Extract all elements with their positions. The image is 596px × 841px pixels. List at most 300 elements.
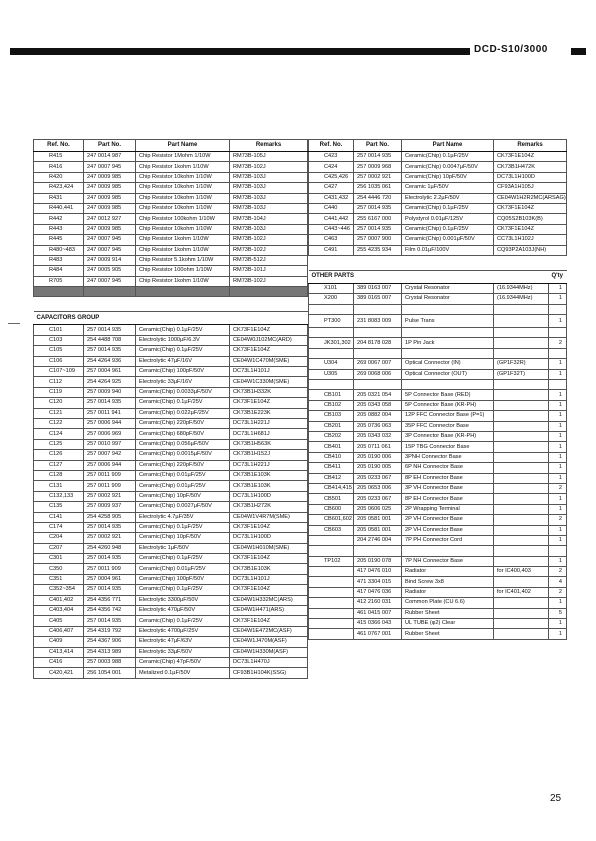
table-row	[34, 647, 308, 657]
ref-no-cell: C441,442	[309, 214, 354, 224]
ref-no-cell: CB601,602	[309, 515, 354, 525]
table-row	[34, 245, 308, 255]
ref-no-cell: CB410	[309, 452, 354, 462]
part-name-cell: Ceramic 1µF/50V	[402, 183, 494, 193]
remarks-cell: CK73F1E104Z	[230, 616, 308, 626]
table-row	[309, 359, 567, 369]
part-name-cell: 3P Connector Base (KR-PH)	[402, 431, 494, 441]
part-no-cell: 257 0004 961	[84, 574, 136, 584]
page-number: 25	[550, 793, 562, 804]
ref-no-cell	[309, 380, 354, 390]
remarks-cell: DC73L1H101J	[230, 574, 308, 584]
remarks-cell: RM73B-103J	[230, 224, 308, 234]
table-row	[309, 598, 567, 608]
table-row	[34, 346, 308, 356]
qty-cell: 1	[549, 315, 567, 328]
part-name-cell: Ceramic(Chip) 10pF/50V	[402, 172, 494, 182]
part-name-cell: Ceramic(Chip) 100pF/50V	[136, 367, 230, 377]
remarks-cell: CE04W1E472MC(ASF)	[230, 626, 308, 636]
ref-no-cell: CB401	[309, 442, 354, 452]
remarks-cell	[494, 535, 549, 545]
ref-no-cell: R440,441	[34, 203, 84, 213]
ref-no-cell: C121	[34, 408, 84, 418]
ref-no-cell: CB101	[309, 390, 354, 400]
ref-no-cell	[309, 535, 354, 545]
ref-no-cell: C413,414	[34, 647, 84, 657]
part-no-cell: 247 0007 945	[84, 245, 136, 255]
table-row	[34, 172, 308, 182]
capacitor-rows	[34, 325, 308, 678]
remarks-cell: CK73F1E104Z	[494, 224, 567, 234]
remarks-cell	[494, 338, 549, 348]
part-no-cell: 205 0711 061	[354, 442, 402, 452]
ref-no-cell: C141	[34, 512, 84, 522]
ref-no-cell: C204	[34, 533, 84, 543]
ref-no-cell: R420	[34, 172, 84, 182]
remarks-cell: RM73B-103J	[230, 172, 308, 182]
ref-no-cell	[309, 577, 354, 587]
part-name-cell: 8P EH Connector Base	[402, 473, 494, 483]
table-row	[34, 616, 308, 626]
part-name-cell: Chip Resistor 1kohm 1/10W	[136, 276, 230, 286]
table-row	[34, 595, 308, 605]
blurred-row	[34, 287, 308, 297]
part-name-cell: Radiator	[402, 567, 494, 577]
part-no-cell: 269 0068 006	[354, 369, 402, 379]
qty-cell: 1	[549, 283, 567, 293]
remarks-cell: RM73B-101J	[230, 266, 308, 276]
part-name-cell: 7P PH Connector Cord	[402, 535, 494, 545]
part-name-cell: 35P FFC Connector Base	[402, 421, 494, 431]
part-no-cell: 257 0014 935	[84, 398, 136, 408]
part-name-cell: Common Plate (CU 6.6)	[402, 598, 494, 608]
part-name-cell: Chip Resistor 100ohm 1/10W	[136, 266, 230, 276]
ref-no-cell: R416	[34, 162, 84, 172]
part-name-cell: Ceramic(Chip) 10pF/50V	[136, 533, 230, 543]
part-name-cell: 2P VH Connector Base	[402, 525, 494, 535]
remarks-cell: CF93B1H104K(SSG)	[230, 668, 308, 678]
remarks-cell: CK73F1E104Z	[494, 152, 567, 162]
ref-no-cell: R484	[34, 266, 84, 276]
ref-no-cell: C416	[34, 657, 84, 667]
part-no-cell: 461 0767 001	[354, 629, 402, 639]
ref-no-cell	[309, 629, 354, 639]
remarks-cell: (GP1F32T)	[494, 369, 549, 379]
part-no-cell: 257 0014 935	[84, 346, 136, 356]
remarks-cell: (16.9344MHz)	[494, 294, 549, 304]
part-name-cell: Electrolytic 470µF/50V	[136, 606, 230, 616]
part-name-cell: 5P Connector Base (KR-PH)	[402, 400, 494, 410]
table-row	[34, 152, 308, 162]
remarks-cell: RM73B-102J	[230, 162, 308, 172]
remarks-cell: RM73B-102J	[230, 276, 308, 286]
ref-no-cell: R445	[34, 235, 84, 245]
table-row	[309, 515, 567, 525]
remarks-cell: DC73L1H100D	[494, 172, 567, 182]
part-no-cell: 417 0476 010	[354, 567, 402, 577]
part-name-cell: 2P Wrapping Terminal	[402, 504, 494, 514]
qty-cell: 1	[549, 598, 567, 608]
part-name-cell: Ceramic(Chip) 0.1µF/25V	[402, 224, 494, 234]
part-name-cell: Polystyrol 0.01µF/125V	[402, 214, 494, 224]
ref-no-cell: C132,133	[34, 491, 84, 501]
remarks-cell: DC73L1H101J	[230, 367, 308, 377]
part-no-cell: 254 4356 742	[84, 606, 136, 616]
part-name-cell: Ceramic(Chip) 0.1µF/25V	[136, 325, 230, 335]
part-no-cell: 254 4264 925	[84, 377, 136, 387]
part-no-cell: 412 2160 031	[354, 598, 402, 608]
part-no-cell: 254 4260 948	[84, 543, 136, 553]
part-name-cell: Ceramic(Chip) 0.01µF/25V	[136, 470, 230, 480]
ref-no-cell: C124	[34, 429, 84, 439]
qty-cell: 1	[549, 294, 567, 304]
remarks-cell: CK73F1E104Z	[230, 346, 308, 356]
table-row	[309, 214, 567, 224]
part-no-cell: 389 0163 007	[354, 283, 402, 293]
part-no-cell: 254 4258 905	[84, 512, 136, 522]
part-name-cell: Chip Resistor 1Mohm 1/10W	[136, 152, 230, 162]
ref-no-cell	[309, 328, 354, 338]
ref-no-cell: CB414,415	[309, 483, 354, 493]
part-no-cell: 257 0014 935	[354, 203, 402, 213]
part-no-cell: 247 0007 945	[84, 235, 136, 245]
part-name-cell	[402, 546, 494, 556]
part-no-cell: 257 0014 935	[84, 554, 136, 564]
qty-cell: 1	[549, 556, 567, 566]
part-no-cell: 257 0002 921	[84, 533, 136, 543]
col-part-name: Part Name	[402, 140, 494, 152]
table-row	[309, 587, 567, 597]
part-name-cell: Ceramic(Chip) 0.056µF/50V	[136, 439, 230, 449]
ref-no-cell: CB600	[309, 504, 354, 514]
remarks-cell	[494, 421, 549, 431]
table-row	[34, 543, 308, 553]
part-no-cell: 269 0067 007	[354, 359, 402, 369]
table-row	[34, 481, 308, 491]
part-no-cell: 417 0476 036	[354, 587, 402, 597]
remarks-cell: DC73L1H100D	[230, 491, 308, 501]
spacer-row	[34, 297, 308, 312]
ref-no-cell: R443	[34, 224, 84, 234]
remarks-cell: RM73B-105J	[230, 152, 308, 162]
part-no-cell: 256 1054 001	[84, 668, 136, 678]
remarks-cell	[494, 494, 549, 504]
remarks-cell	[494, 390, 549, 400]
ref-no-cell	[309, 598, 354, 608]
ref-no-cell: C403,404	[34, 606, 84, 616]
remarks-cell: DC73L1H681J	[230, 429, 308, 439]
part-no-cell: 247 0009 914	[84, 255, 136, 265]
remarks-cell	[494, 525, 549, 535]
qty-cell: 1	[549, 369, 567, 379]
table-row	[34, 585, 308, 595]
qty-cell: 1	[549, 431, 567, 441]
ref-no-cell: JK301,302	[309, 338, 354, 348]
ref-no-cell: C122	[34, 418, 84, 428]
part-name-cell: Crystal Resonator	[402, 283, 494, 293]
remarks-cell	[494, 315, 549, 328]
model-title: DCD-S10/3000	[474, 44, 548, 55]
ref-no-cell: C423	[309, 152, 354, 162]
qty-header: Q'ty	[549, 270, 567, 283]
qty-cell: 1	[549, 619, 567, 629]
qty-cell: 1	[549, 473, 567, 483]
part-name-cell: Ceramic(Chip) 0.1µF/25V	[136, 616, 230, 626]
ref-no-cell: R442	[34, 214, 84, 224]
part-no-cell: 257 0003 988	[84, 657, 136, 667]
part-no-cell: 257 0007 900	[354, 235, 402, 245]
ref-no-cell: U305	[309, 369, 354, 379]
remarks-cell: CE04W1H010M(SME)	[230, 543, 308, 553]
ref-no-cell: CB201	[309, 421, 354, 431]
table-row	[309, 294, 567, 304]
col-part-name: Part Name	[136, 140, 230, 152]
table-row	[309, 369, 567, 379]
table-row	[34, 668, 308, 678]
part-name-cell: Electrolytic 2.2µF/50V	[402, 193, 494, 203]
part-no-cell: 205 0581 001	[354, 525, 402, 535]
part-name-cell: 3P VH Connector Base	[402, 483, 494, 493]
part-no-cell: 247 0009 985	[84, 172, 136, 182]
part-name-cell: 7P NH Connector Base	[402, 556, 494, 566]
table-row	[34, 276, 308, 286]
table-row	[34, 626, 308, 636]
ref-no-cell: C127	[34, 460, 84, 470]
part-name-cell: Ceramic(Chip) 0.01µF/25V	[136, 481, 230, 491]
ref-no-cell: CB603	[309, 525, 354, 535]
part-name-cell: Electrolytic 1000µF/6.3V	[136, 335, 230, 345]
ref-no-cell: C135	[34, 502, 84, 512]
part-name-cell: Ceramic(Chip) 0.1µF/25V	[136, 398, 230, 408]
remarks-cell: CK73F1E104Z	[230, 325, 308, 335]
col-part-no: Part No.	[84, 140, 136, 152]
qty-cell: 1	[549, 525, 567, 535]
part-name-cell: 3PNH Connector Base	[402, 452, 494, 462]
other-parts-rows	[309, 283, 567, 639]
part-no-cell: 247 0014 987	[84, 152, 136, 162]
ref-no-cell: C427	[309, 183, 354, 193]
table-row	[34, 606, 308, 616]
table-row	[309, 494, 567, 504]
part-no-cell: 205 0343 032	[354, 431, 402, 441]
ref-no-cell: C425,426	[309, 172, 354, 182]
table-row	[34, 439, 308, 449]
ref-no-cell: TP102	[309, 556, 354, 566]
remarks-cell	[494, 442, 549, 452]
ref-no-cell: C401,402	[34, 595, 84, 605]
ref-no-cell: C131	[34, 481, 84, 491]
part-name-cell: Ceramic(Chip) 0.01µF/25V	[136, 564, 230, 574]
remarks-cell: (GP1F32R)	[494, 359, 549, 369]
table-row	[34, 377, 308, 387]
ref-no-cell: C350	[34, 564, 84, 574]
part-name-cell: 1P Pin Jack	[402, 338, 494, 348]
table-row	[309, 400, 567, 410]
part-name-cell: Ceramic(Chip) 0.1µF/25V	[402, 203, 494, 213]
ref-no-cell: C106	[34, 356, 84, 366]
part-name-cell: Ceramic(Chip) 0.001µF/50V	[402, 235, 494, 245]
remarks-cell	[494, 473, 549, 483]
part-name-cell: 8P EH Connector Base	[402, 494, 494, 504]
table-row	[309, 483, 567, 493]
qty-cell: 1	[549, 421, 567, 431]
blurred-section	[34, 287, 308, 325]
part-name-cell: 2P VH Connector Base	[402, 515, 494, 525]
part-no-cell: 415 0366 043	[354, 619, 402, 629]
part-no-cell: 204 2746 004	[354, 535, 402, 545]
table-row	[34, 657, 308, 667]
part-name-cell: Film 0.01µF/100V	[402, 245, 494, 255]
qty-cell: 5	[549, 608, 567, 618]
remarks-cell: CE04W1J470M(ASF)	[230, 637, 308, 647]
table-row	[309, 421, 567, 431]
part-name-cell: Ceramic(Chip) 0.022µF/25V	[136, 408, 230, 418]
part-no-cell: 254 4367 906	[84, 637, 136, 647]
remarks-cell: RM73B-104J	[230, 214, 308, 224]
capacitors-group-title: CAPACITORS GROUP	[34, 312, 308, 325]
part-no-cell: 257 0014 935	[354, 224, 402, 234]
table-row	[34, 255, 308, 265]
table-row	[309, 473, 567, 483]
capacitors-group-row	[34, 312, 308, 325]
ref-no-cell: C420,421	[34, 668, 84, 678]
remarks-cell: CK73B1H472K	[494, 162, 567, 172]
margin-mark	[8, 323, 20, 324]
part-name-cell: Electrolytic 4.7µF/35V	[136, 512, 230, 522]
part-name-cell: Chip Resistor 10kohm 1/10W	[136, 193, 230, 203]
table-row	[34, 522, 308, 532]
part-name-cell	[402, 328, 494, 338]
part-no-cell: 247 0009 985	[84, 183, 136, 193]
table-row	[309, 172, 567, 182]
qty-cell: 2	[549, 338, 567, 348]
part-no-cell	[354, 304, 402, 314]
table-row	[309, 183, 567, 193]
table-row	[309, 525, 567, 535]
table-row	[34, 470, 308, 480]
table-row	[34, 554, 308, 564]
part-no-cell: 257 0007 942	[84, 450, 136, 460]
table-row	[309, 390, 567, 400]
remarks-cell	[494, 619, 549, 629]
table-row	[309, 411, 567, 421]
remarks-cell: DC73L1H100D	[230, 533, 308, 543]
ref-no-cell: CB103	[309, 411, 354, 421]
part-name-cell: Optical Connector (OUT)	[402, 369, 494, 379]
part-name-cell: Electrolytic 1µF/50V	[136, 543, 230, 553]
ref-no-cell: C443~446	[309, 224, 354, 234]
table-row	[309, 452, 567, 462]
part-name-cell: Chip Resistor 1kohm 1/10W	[136, 245, 230, 255]
qty-cell: 4	[549, 577, 567, 587]
table-row	[309, 235, 567, 245]
part-name-cell: Chip Resistor 10kohm 1/10W	[136, 172, 230, 182]
remarks-cell: CF93A1H105J	[494, 183, 567, 193]
part-no-cell: 254 4319 792	[84, 626, 136, 636]
qty-cell: 2	[549, 483, 567, 493]
ref-no-cell: C405	[34, 616, 84, 626]
part-no-cell: 257 0011 909	[84, 481, 136, 491]
part-name-cell: Crystal Resonator	[402, 294, 494, 304]
ref-no-cell: C128	[34, 470, 84, 480]
table-row	[34, 183, 308, 193]
part-name-cell: Ceramic(Chip) 220pF/50V	[136, 418, 230, 428]
part-no-cell: 254 4488 708	[84, 335, 136, 345]
table-row	[309, 283, 567, 293]
part-no-cell: 205 0321 054	[354, 390, 402, 400]
qty-cell: 2	[549, 567, 567, 577]
part-name-cell: 5P Connector Base (RED)	[402, 390, 494, 400]
table-row	[309, 463, 567, 473]
part-no-cell: 257 0009 968	[354, 162, 402, 172]
table-row	[309, 608, 567, 618]
remarks-cell	[494, 431, 549, 441]
remarks-cell	[494, 328, 549, 338]
table-row	[34, 193, 308, 203]
part-no-cell: 461 0415 007	[354, 608, 402, 618]
remarks-cell	[494, 483, 549, 493]
remarks-cell: CK73B1E103K	[230, 481, 308, 491]
part-no-cell: 205 0606 025	[354, 504, 402, 514]
part-name-cell: Ceramic(Chip) 0.1µF/25V	[136, 554, 230, 564]
remarks-cell: CK73F1E104Z	[230, 398, 308, 408]
table-row	[34, 387, 308, 397]
qty-cell	[549, 304, 567, 314]
qty-cell: 1	[549, 442, 567, 452]
table-row	[34, 512, 308, 522]
part-no-cell: 205 0736 063	[354, 421, 402, 431]
part-no-cell: 257 0014 935	[84, 585, 136, 595]
remarks-cell	[494, 608, 549, 618]
qty-cell: 1	[549, 629, 567, 639]
col-ref-no: Ref. No.	[34, 140, 84, 152]
ref-no-cell: C107~109	[34, 367, 84, 377]
table-row	[34, 367, 308, 377]
remarks-cell: CK73B1H272K	[230, 502, 308, 512]
table-row	[34, 335, 308, 345]
remarks-cell: RM73B-102J	[230, 245, 308, 255]
part-name-cell: Ceramic(Chip) 220pF/50V	[136, 460, 230, 470]
ref-no-cell: CB202	[309, 431, 354, 441]
remarks-cell: RM73B-103J	[230, 183, 308, 193]
ref-no-cell	[309, 567, 354, 577]
part-no-cell: 257 0014 935	[84, 325, 136, 335]
part-name-cell: Ceramic(Chip) 0.0015µF/50V	[136, 450, 230, 460]
part-name-cell: Chip Resistor 10kohm 1/10W	[136, 224, 230, 234]
table-row	[34, 637, 308, 647]
ref-no-cell: U304	[309, 359, 354, 369]
qty-cell: 2	[549, 587, 567, 597]
part-no-cell: 205 0343 058	[354, 400, 402, 410]
part-no-cell: 205 0581 001	[354, 515, 402, 525]
part-no-cell: 471 3304 015	[354, 577, 402, 587]
part-no-cell: 257 0011 909	[84, 470, 136, 480]
part-name-cell: Chip Resistor 10kohm 1/10W	[136, 203, 230, 213]
ref-no-cell: C126	[34, 450, 84, 460]
remarks-cell: CQ05S2B103K(B)	[494, 214, 567, 224]
col-part-no: Part No.	[354, 140, 402, 152]
table-row	[309, 203, 567, 213]
part-name-cell: Pulse Trans	[402, 315, 494, 328]
remarks-cell: for IC401,402	[494, 587, 549, 597]
remarks-cell	[494, 411, 549, 421]
ref-no-cell: PT300	[309, 315, 354, 328]
part-no-cell: 247 0009 985	[84, 203, 136, 213]
part-no-cell: 254 4356 771	[84, 595, 136, 605]
table-row	[34, 224, 308, 234]
part-no-cell: 205 0233 067	[354, 473, 402, 483]
remarks-cell: CK73B1E103K	[230, 470, 308, 480]
